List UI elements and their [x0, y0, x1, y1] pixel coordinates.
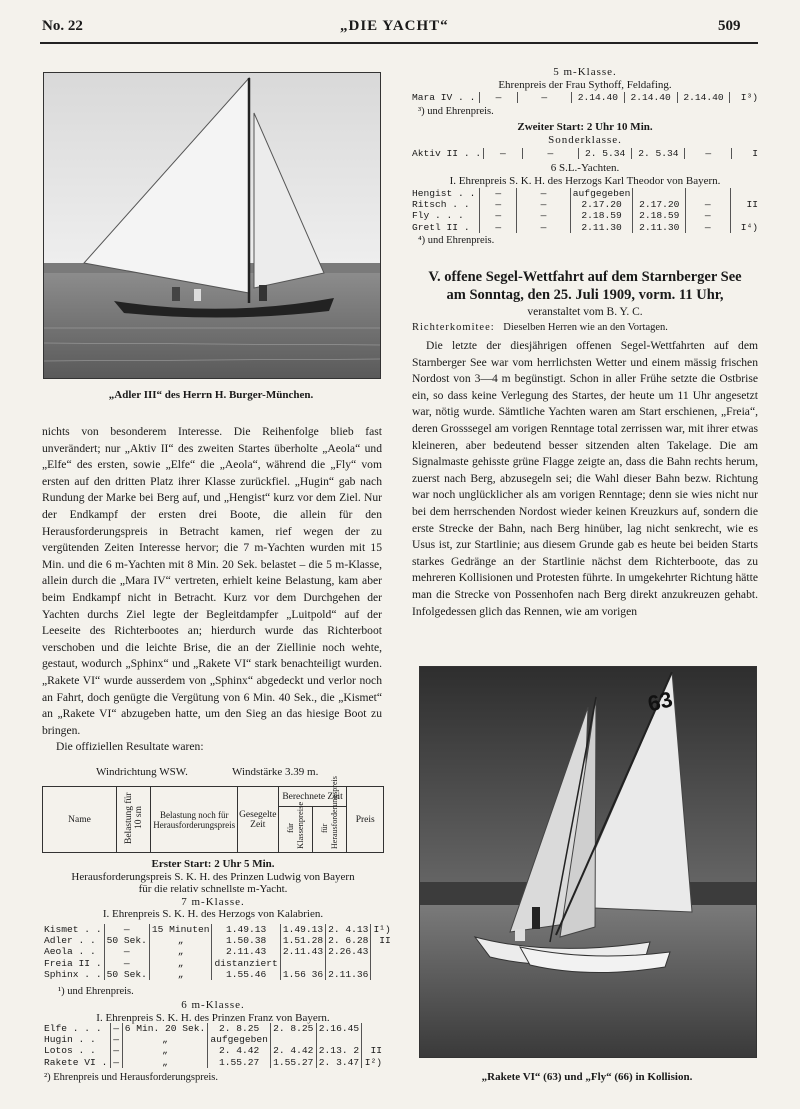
photo-adler-iii: [43, 72, 381, 379]
table-cell: —: [686, 222, 730, 233]
table-cell: Gretl II .: [410, 222, 480, 233]
table-cell: Aeola . .: [42, 946, 104, 957]
photo-adler-caption: „Adler III“ des Herrn H. Burger-München.: [108, 389, 314, 401]
table-cell: 2. 5.34: [632, 148, 685, 159]
table-cell: —: [517, 188, 571, 199]
table-row: [42, 935, 393, 946]
table-cell: 50 Sek.: [104, 969, 149, 980]
page-number: 509: [718, 18, 741, 34]
col-gesegelte: Gesegelte Zeit: [237, 787, 278, 853]
table-cell: distanziert: [212, 958, 280, 969]
table-row: [410, 199, 760, 210]
table-cell: „: [149, 969, 212, 980]
table-cell: —: [517, 222, 571, 233]
prize-6m: I. Ehrenpreis S. K. H. des Prinzen Franz von Bayern.: [96, 1011, 330, 1024]
note-4: ⁴) und Ehrenpreis.: [418, 235, 495, 246]
table-row: [42, 1023, 384, 1034]
table-row: [42, 1057, 384, 1068]
prize-5m: Ehrenpreis der Frau Sythoff, Feldafing.: [498, 78, 672, 91]
table-cell: 2.11.43: [280, 946, 325, 957]
table-cell: Elfe . . .: [42, 1023, 110, 1034]
start1-block: [42, 858, 384, 921]
table-cell: 1.51.28: [280, 935, 325, 946]
class-6sl: 6 S.L.-Yachten.: [550, 162, 620, 174]
table-cell: —: [480, 188, 517, 199]
table-cell: II: [379, 935, 391, 947]
wind-direction: Windrichtung WSW.: [96, 766, 188, 778]
start1-title: Erster Start: 2 Uhr 5 Min.: [151, 858, 275, 870]
section-heading: [410, 268, 760, 304]
table-cell: —: [480, 222, 517, 233]
table-cell: —: [110, 1034, 122, 1045]
table-cell: 2. 8.25: [208, 1023, 271, 1034]
table-row: [42, 946, 393, 957]
table-cell: —: [517, 199, 571, 210]
table-cell: [362, 1034, 384, 1045]
class-7m: 7 m-Klasse.: [181, 895, 245, 908]
table-cell: 2. 8.25: [270, 1023, 316, 1034]
table-cell: Rakete VI .: [42, 1057, 110, 1068]
table-cell: —: [104, 946, 149, 957]
table-cell: —: [686, 210, 730, 221]
table-cell: 1.55.27: [270, 1057, 316, 1068]
table-cell: „: [149, 958, 212, 969]
table-cell: 1.55.27: [208, 1057, 271, 1068]
results-table-header: [42, 776, 384, 853]
table-cell: 1.55.46: [212, 969, 280, 980]
table-cell: Mara IV . .: [410, 92, 480, 103]
table-cell: [362, 1023, 384, 1034]
table-cell: —: [110, 1045, 122, 1056]
table-row: [42, 1045, 384, 1056]
table-cell: [280, 958, 325, 969]
komitee-text: Dieselben Herren wie an den Vortagen.: [503, 322, 668, 333]
table-cell: —: [110, 1023, 122, 1034]
komitee-line: [412, 322, 668, 333]
class-5m: 5 m-Klasse.: [553, 66, 617, 78]
section-body: [412, 338, 758, 620]
table-cell: 2. 5.34: [579, 148, 632, 159]
table-cell: —: [517, 92, 571, 103]
table-cell: [371, 946, 393, 957]
table-cell: —: [484, 148, 523, 159]
table-cell: [326, 958, 371, 969]
journal-title: „DIE YACHT“: [340, 18, 449, 34]
start1-prize-line1: Herausforderungspreis S. K. H. des Prinzen Ludwig von Bayern: [71, 870, 355, 883]
table-cell: [371, 969, 393, 980]
start2-title: Zweiter Start: 2 Uhr 10 Min.: [517, 121, 653, 133]
table-cell: Freia II .: [42, 958, 104, 969]
table-cell: 2. 6.28: [326, 935, 371, 946]
table-cell: 2.16.45: [316, 1023, 362, 1034]
class-6sl-block: [410, 162, 760, 187]
table-cell: 2. 4.42: [270, 1045, 316, 1056]
col-preis: Preis: [347, 787, 384, 853]
table-6m: [42, 1023, 384, 1068]
table-7m: [42, 924, 393, 980]
table-cell: —: [522, 148, 578, 159]
table-cell: —: [480, 210, 517, 221]
table-cell: Fly . . .: [410, 210, 480, 221]
table-cell: 1.50.38: [212, 935, 280, 946]
table-cell: „: [149, 946, 212, 957]
table-cell: aufgegeben: [208, 1034, 271, 1045]
table-cell: 2.11.36: [326, 969, 371, 980]
class-6m: 6 m-Klasse.: [181, 999, 245, 1011]
table-cell: 2.14.40: [677, 92, 730, 103]
table-cell: —: [110, 1057, 122, 1068]
table-cell: 2.14.40: [624, 92, 677, 103]
start1-prize-line2: für die relativ schnellste m-Yacht.: [138, 883, 288, 895]
col-belastung: Belastung für 10 sm: [123, 792, 144, 844]
table-cell: „: [122, 1045, 208, 1056]
left-paragraph: nichts von besonderem Interesse. Die Reihenfolge blieb fast unverändert; nur „Aktiv II“ des zweiten Startes überholte „Aeola“ und „Elfe“ des ersten, sowie „Elfe“ die „Aeola“, während die „Fly“ vom ersten auf den dritten Platz ihrer Klasse zurückfiel. „Hugin“ gab nach Rundung der Marke bei Berg auf, und „Hengist“ kurz vor dem Ziel. Nur der Endkampf der ersten drei Boote, die allein für den Herausforderungspreis in Betracht kamen, rief wegen der zu vergütenden Zeiten Interesse hervor; die 7 m-Yachten wurden mit 15 Min. und die 6 m-Yachten mit 8 Min. 20 Sek. belastet – die 5 m-Klasse, allein durch die „Mara IV“ vertreten, erhielt keine Belastung, kam aber beim Endkampf nicht in Betracht. Kurz vor dem Durchgehen der Yachten durchs Ziel legte der Begleitdampfer „Luitpold“ auf der Leeseite des Richterbootes an; hierdurch wurde das Richterboot verschoben und die leichte Brise, die an der Ziellinie noch wehte, gestaut, wodurch „Sphinx“ und „Rakete VI“ stark benachteiligt wurden. „Rakete VI“ wurde ausserdem von „Sphinx“ abgedeckt und verlor noch an Fahrt, doch genügte die Vergütung von 6 Min. 40 Sek., die „Kismet“ an „Rakete VI“ abzugeben hatte, um den Sieg an das hiesige Boot zu bringen.: [42, 425, 382, 737]
col-name: Name: [43, 787, 117, 853]
table-cell: 50 Sek.: [104, 935, 149, 946]
section-subtitle: veranstaltet vom B. Y. C.: [527, 306, 643, 318]
table-row: [410, 210, 760, 221]
table-cell: 2.17.20: [633, 199, 686, 210]
table-cell: 2.18.59: [633, 210, 686, 221]
table-cell: „: [122, 1034, 208, 1045]
table-row: [42, 969, 393, 980]
table-cell: [270, 1034, 316, 1045]
note-2: ²) Ehrenpreis und Herausforderungspreis.: [44, 1072, 219, 1083]
table-cell: 1.49.13: [212, 924, 280, 935]
table-cell: 2.17.20: [570, 199, 633, 210]
table-cell: [686, 188, 730, 199]
table-cell: Kismet . .: [42, 924, 104, 935]
results-intro: Die offiziellen Resultate waren:: [56, 740, 204, 754]
table-cell: I⁴): [740, 221, 758, 233]
class-5m-block: [410, 66, 760, 91]
table-cell: 2. 4.13: [326, 924, 371, 935]
header-rule: [40, 42, 758, 44]
table-row: [410, 222, 760, 233]
table-cell: Adler . .: [42, 935, 104, 946]
table-cell: 6 Min. 20 Sek.: [122, 1023, 208, 1034]
table-cell: I³): [740, 92, 758, 103]
table-cell: 2.14.40: [571, 92, 624, 103]
table-6sl: [410, 188, 760, 233]
table-row: [410, 148, 760, 159]
table-cell: [633, 188, 686, 199]
table-cell: 2. 3.47: [316, 1057, 362, 1068]
table-row: [410, 92, 760, 103]
table-cell: I¹): [373, 924, 391, 935]
table-cell: I: [752, 148, 758, 159]
table-cell: Lotos . .: [42, 1045, 110, 1056]
table-cell: 2.11.30: [570, 222, 633, 233]
table-cell: Hengist . .: [410, 188, 480, 199]
table-row: [42, 924, 393, 935]
left-body-text: [42, 424, 382, 756]
table-cell: [730, 188, 760, 199]
wind-strength: Windstärke 3.39 m.: [232, 766, 319, 778]
table-cell: „: [149, 935, 212, 946]
table-cell: 1.56 36: [280, 969, 325, 980]
note-3: ³) und Ehrenpreis.: [418, 106, 494, 117]
prize-6sl: I. Ehrenpreis S. K. H. des Herzogs Karl Theodor von Bayern.: [449, 174, 721, 187]
table-row: [42, 1034, 384, 1045]
table-cell: Ritsch . .: [410, 199, 480, 210]
table-cell: 2.13. 2: [316, 1045, 362, 1056]
table-cell: —: [104, 958, 149, 969]
table-cell: [371, 958, 393, 969]
col-belastung-noch: Belastung noch für Herausforderungspreis: [151, 787, 238, 853]
table-cell: 2.11.30: [633, 222, 686, 233]
section-title-1: V. offene Segel-Wettfahrt auf dem Starnberger See: [428, 269, 742, 285]
table-cell: [730, 210, 760, 221]
table-cell: Sphinx . .: [42, 969, 104, 980]
table-cell: Hugin . .: [42, 1034, 110, 1045]
table-cell: II: [370, 1045, 382, 1057]
class-sonder: Sonderklasse.: [548, 133, 622, 146]
table-cell: Aktiv II . .: [410, 148, 484, 159]
table-cell: „: [122, 1057, 208, 1068]
table-cell: I²): [364, 1056, 382, 1068]
photo-rakete-fly: [419, 666, 757, 1058]
table-cell: aufgegeben: [570, 188, 633, 199]
table-cell: II: [746, 199, 758, 211]
table-cell: —: [480, 92, 517, 103]
table-cell: —: [517, 210, 571, 221]
section-paragraph: Die letzte der diesjährigen offenen Segel-Wettfahrten auf dem Starnberger See war vom herrlichsten Wetter und einem mässig frischen Nordost von 3—4 m begünstigt. Schon in aller Frühe setzte die Ostbrise ein, so dass keine Verlegung des Startes, der heute um 11 Uhr angesetzt war, nötig wurde. Sämtliche Yachten waren am Start erschienen, „Freia“, deren Grosssegel am vorigen Renntage total zerrissen war, mit ihrer etwas kleineren, aber bedeutend besser sitzenden alten Takelage. Die am Signalmaste gehisste grüne Flagge zeigte an, dass die Bahn rechts herum, zuerst nach Berg, abzusegeln sei; die Wahl dieser Bahn bezw. Richtung war noch unglücklicher als am vorigen Renntage; denn sie wies nicht nur bei dem herrschenden Nordost wieder keinen Kreuzkurs auf, sondern die erste Strecke der Bahn, nach Berg hinüber, lag nicht senkrecht, wie es Usus ist, zur Startlinie; aus diesem Grunde gab es heute bei beiden Starts starkes Gedränge an der Startlinie nächst dem Richterboote, das zu mehreren Kollisionen und Protesten führte. In umgekehrter Richtung hätte man die Strecke von Possenhofen nach Berg direkt anzukreuzen gehabt. Infolgedessen glich das Rennen, wie am vorigen: [412, 339, 758, 618]
photo-rakete-caption: „Rakete VI“ (63) und „Fly“ (66) in Kollision.: [481, 1071, 693, 1083]
prize-7m: I. Ehrenpreis S. K. H. des Herzogs von Kalabrien.: [102, 908, 324, 920]
journal-number: No. 22: [42, 18, 83, 34]
table-cell: 2.26.43: [326, 946, 371, 957]
start2-block: [410, 121, 760, 146]
col-berechnete: Berechnete Zeit: [278, 787, 347, 807]
section-title-2: am Sonntag, den 25. Juli 1909, vorm. 11 Uhr,: [446, 287, 724, 303]
col-heraus: für Herausforderungspreis: [319, 776, 339, 849]
table-row: [42, 958, 393, 969]
class-6m-block: [42, 999, 384, 1024]
table-cell: —: [480, 199, 517, 210]
table-cell: —: [685, 148, 732, 159]
table-cell: 2.11.43: [212, 946, 280, 957]
note-1: ¹) und Ehrenpreis.: [58, 986, 134, 997]
table-cell: 15 Minuten: [149, 924, 212, 935]
col-klassen: für Klassenpreise: [285, 801, 306, 849]
table-cell: —: [104, 924, 149, 935]
table-5m: [410, 92, 760, 103]
table-sonder: [410, 148, 760, 159]
table-cell: 1.49.13: [280, 924, 325, 935]
table-cell: 2. 4.42: [208, 1045, 271, 1056]
table-cell: —: [686, 199, 730, 210]
table-cell: 2.18.59: [570, 210, 633, 221]
table-row: [410, 188, 760, 199]
table-cell: [316, 1034, 362, 1045]
komitee-label: Richterkomitee:: [412, 322, 495, 333]
sail-number: 63: [645, 686, 676, 717]
